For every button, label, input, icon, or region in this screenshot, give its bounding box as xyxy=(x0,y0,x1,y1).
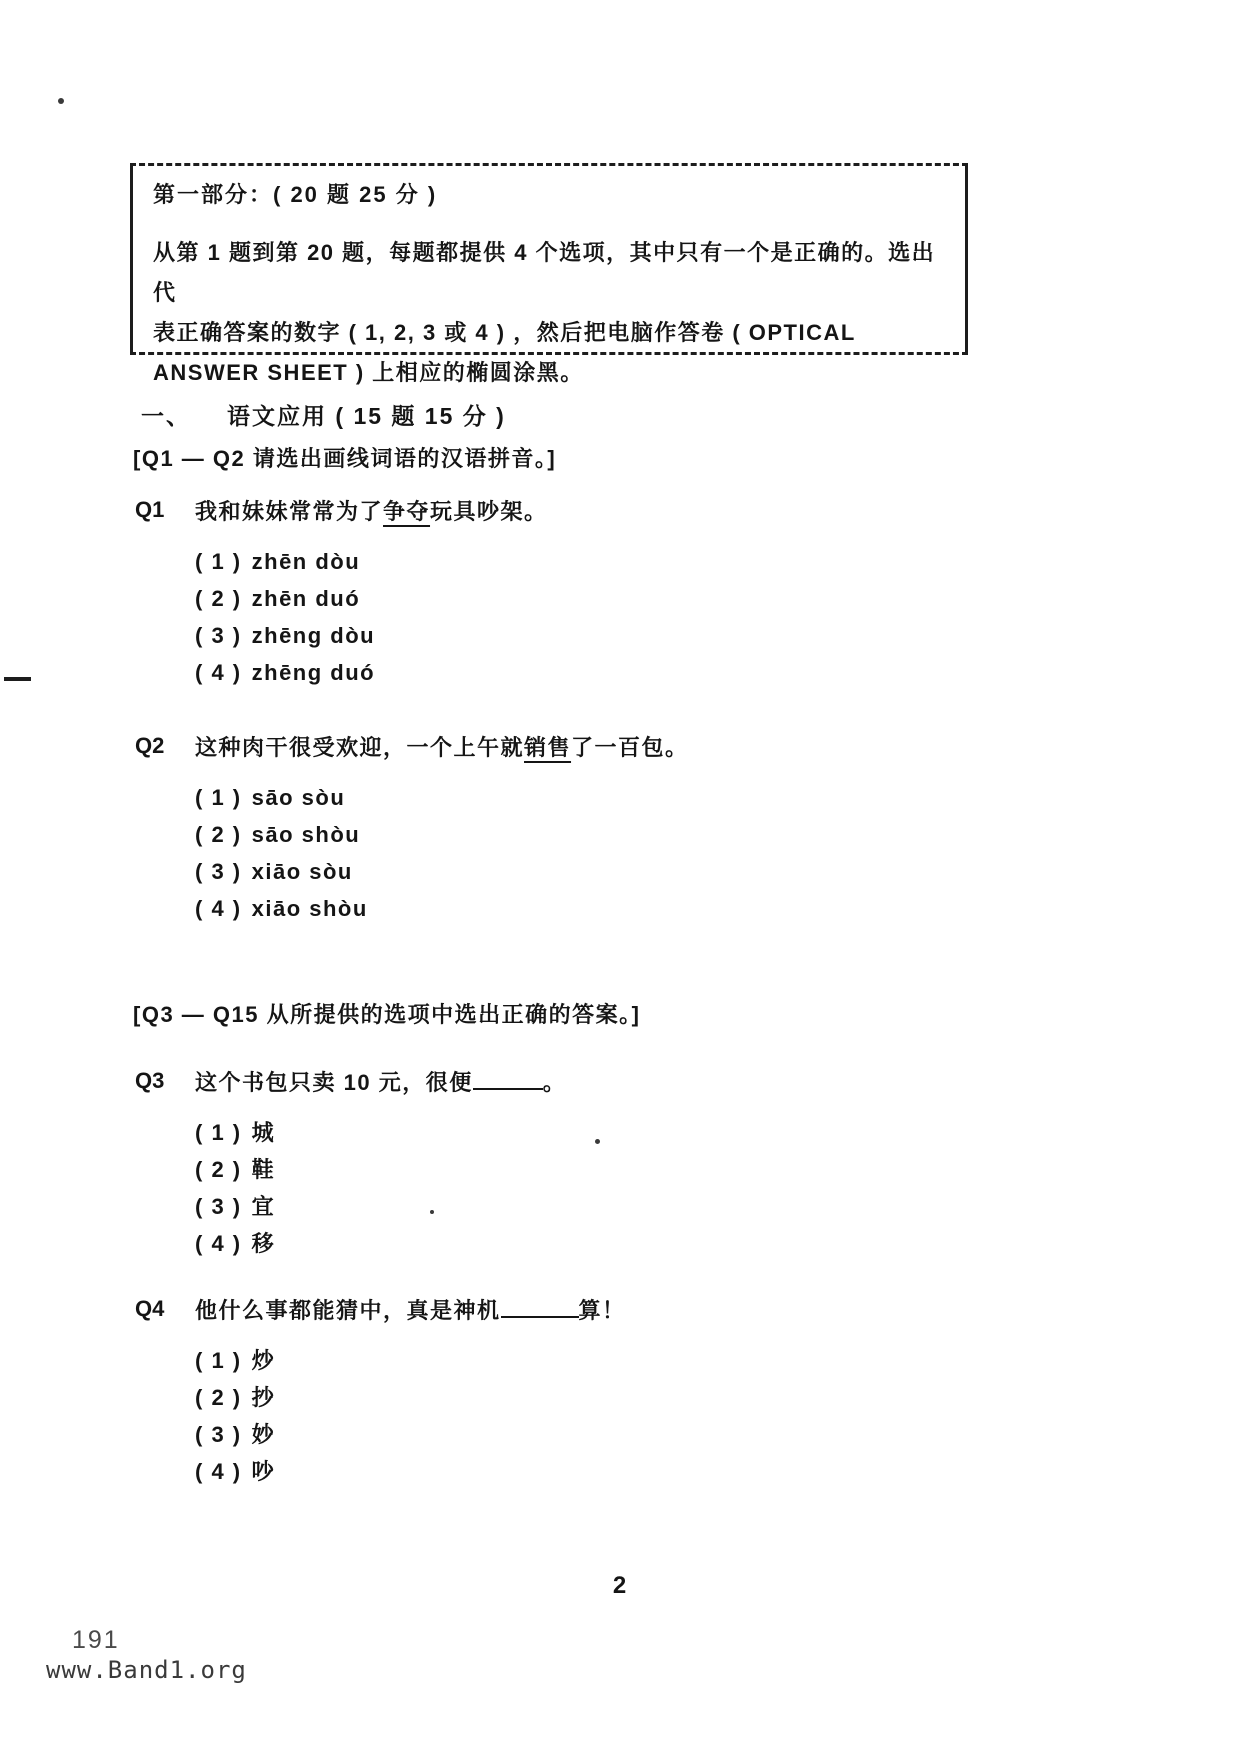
option-2 xyxy=(195,816,1035,853)
question-number: Q2 xyxy=(135,733,165,758)
option-number: ( 4 ) xyxy=(195,1231,242,1256)
option-1 xyxy=(195,779,1035,816)
question-q1 xyxy=(135,497,1035,691)
option-label: sāo shòu xyxy=(251,822,361,847)
option-label: 城 xyxy=(251,1120,276,1145)
option-1 xyxy=(195,1342,1035,1379)
question-q2 xyxy=(135,733,1035,927)
option-4 xyxy=(195,1225,1035,1262)
instruction-line: 从第 1 题到第 20 题，每题都提供 4 个选项，其中只有一个是正确的。选出代 xyxy=(153,240,936,305)
section-title: 语文应用 ( 15 题 15 分 ) xyxy=(227,403,506,429)
option-number: ( 2 ) xyxy=(195,586,242,611)
option-label: 炒 xyxy=(251,1348,276,1373)
option-number: ( 2 ) xyxy=(195,1385,242,1410)
margin-dash-mark xyxy=(4,677,31,681)
question-stem xyxy=(195,1068,1035,1098)
option-number: ( 3 ) xyxy=(195,1422,242,1447)
option-3 xyxy=(195,1416,1035,1453)
option-label: 宜 xyxy=(251,1194,276,1219)
option-4 xyxy=(195,654,1035,691)
option-number: ( 3 ) xyxy=(195,859,242,884)
option-number: ( 1 ) xyxy=(195,785,242,810)
part-instructions-box xyxy=(130,163,968,385)
question-number: Q1 xyxy=(135,497,165,522)
option-number: ( 2 ) xyxy=(195,1157,242,1182)
option-2 xyxy=(195,580,1035,617)
option-label: zhēng dòu xyxy=(251,623,376,648)
option-label: 鞋 xyxy=(251,1157,276,1182)
option-label: sāo sòu xyxy=(251,785,346,810)
option-4 xyxy=(195,890,1035,927)
option-label: xiāo sòu xyxy=(251,859,353,884)
scan-artifact-dot xyxy=(58,98,64,104)
option-number: ( 4 ) xyxy=(195,896,242,921)
option-3 xyxy=(195,1188,1035,1225)
underlined-word: 销售 xyxy=(524,735,572,760)
option-label: 妙 xyxy=(251,1422,276,1447)
page-number: 2 xyxy=(612,1572,627,1599)
option-number: ( 4 ) xyxy=(195,1459,242,1484)
option-number: ( 3 ) xyxy=(195,623,242,648)
option-label: zhēn dòu xyxy=(251,549,361,574)
option-number: ( 1 ) xyxy=(195,549,242,574)
option-1 xyxy=(195,1114,1035,1151)
option-1 xyxy=(195,543,1035,580)
question-q4 xyxy=(135,1296,1035,1490)
footer-website: www.Band1.org xyxy=(46,1656,247,1684)
instruction-line: 表正确答案的数字 ( 1, 2, 3 或 4 ) ，然后把电脑作答卷 ( OPTICAL xyxy=(153,320,856,345)
question-number: Q3 xyxy=(135,1068,165,1093)
option-2 xyxy=(195,1379,1035,1416)
stem-text: 。 xyxy=(542,1070,567,1095)
question-stem xyxy=(195,733,1035,763)
options-list xyxy=(195,1114,1035,1262)
part-instructions xyxy=(153,233,947,393)
options-list xyxy=(195,779,1035,927)
option-number: ( 4 ) xyxy=(195,660,242,685)
stem-text: 算！ xyxy=(578,1298,626,1323)
answer-blank xyxy=(501,1298,579,1318)
option-label: zhēng duó xyxy=(251,660,376,685)
option-label: 抄 xyxy=(251,1385,276,1410)
option-label: zhēn duó xyxy=(251,586,361,611)
stem-text: 我和妹妹常常为了 xyxy=(195,499,384,524)
question-number: Q4 xyxy=(135,1296,165,1321)
answer-blank xyxy=(473,1070,543,1090)
question-stem xyxy=(195,1296,1035,1326)
option-number: ( 3 ) xyxy=(195,1194,242,1219)
option-label: xiāo shòu xyxy=(251,896,368,921)
question-stem xyxy=(195,497,1035,527)
stem-text: 了一百包。 xyxy=(571,735,689,760)
option-label: 移 xyxy=(251,1231,276,1256)
underlined-word: 争夺 xyxy=(383,499,431,524)
section-number: 一、 xyxy=(141,403,191,429)
footer-code: 191 xyxy=(72,1626,120,1654)
stem-text: 玩具吵架。 xyxy=(430,499,548,524)
option-2 xyxy=(195,1151,1035,1188)
group-instruction-q1-q2: [Q1 — Q2 请选出画线词语的汉语拼音。] xyxy=(133,446,557,471)
option-3 xyxy=(195,853,1035,890)
stem-text: 这种肉干很受欢迎，一个上午就 xyxy=(195,735,525,760)
stem-text: 这个书包只卖 10 元，很便 xyxy=(195,1070,473,1095)
options-list xyxy=(195,1342,1035,1490)
part-title: 第一部分：( 20 题 25 分 ) xyxy=(153,182,438,207)
option-number: ( 1 ) xyxy=(195,1348,242,1373)
option-4 xyxy=(195,1453,1035,1490)
instruction-line: ANSWER SHEET ) 上相应的椭圆涂黑。 xyxy=(153,360,584,385)
option-number: ( 1 ) xyxy=(195,1120,242,1145)
option-3 xyxy=(195,617,1035,654)
question-q3 xyxy=(135,1068,1035,1262)
section-heading xyxy=(141,398,506,431)
stem-text: 他什么事都能猜中，真是神机 xyxy=(195,1298,501,1323)
option-label: 吵 xyxy=(251,1459,276,1484)
options-list xyxy=(195,543,1035,691)
option-number: ( 2 ) xyxy=(195,822,242,847)
group-instruction-q3-q15: [Q3 — Q15 从所提供的选项中选出正确的答案。] xyxy=(133,1002,641,1027)
